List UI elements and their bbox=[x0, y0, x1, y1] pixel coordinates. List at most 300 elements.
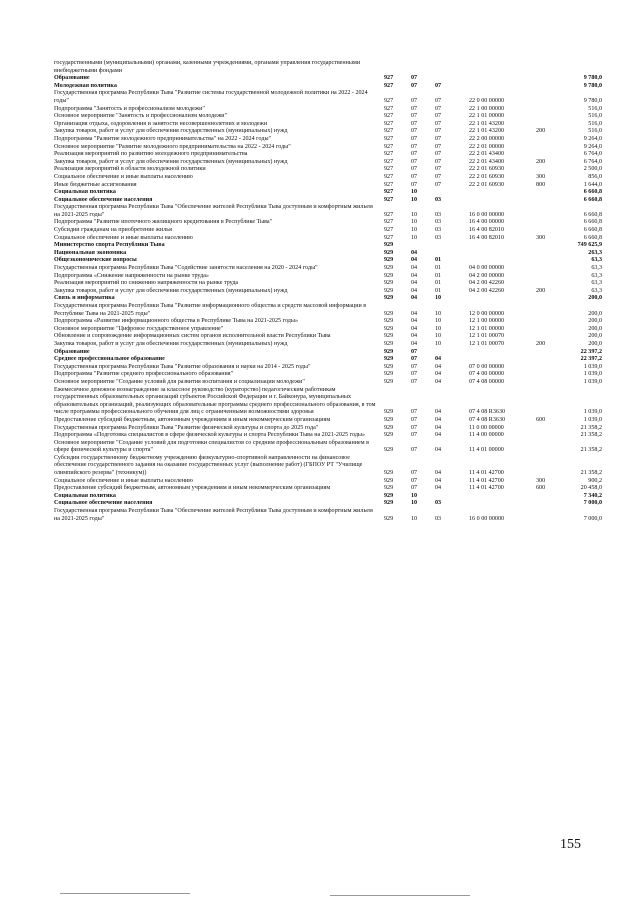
row-name: Закупка товаров, работ и услуг для обеспечения государственных (муниципальных) нужд bbox=[54, 287, 288, 294]
row-name: Предоставление субсидий бюджетным, автономным учреждениям и иным некоммерческим организациям bbox=[54, 416, 331, 423]
row-sum: 856,0 bbox=[588, 173, 602, 180]
row-sum: 2 500,0 bbox=[583, 166, 602, 173]
row-vr: 600 bbox=[536, 416, 546, 423]
row-csr: 22 2 01 60930 bbox=[469, 181, 505, 188]
row-gr: 929 bbox=[384, 340, 394, 347]
row-csr: 07 4 00 00000 bbox=[469, 371, 505, 378]
table-row bbox=[54, 333, 602, 341]
row-sum: 6 660,8 bbox=[583, 234, 602, 241]
row-sum: 7 000,0 bbox=[583, 500, 602, 507]
row-vr: 200 bbox=[536, 128, 546, 135]
row-name: Национальная экономика bbox=[54, 249, 127, 256]
row-rz: 10 bbox=[411, 227, 418, 234]
row-csr: 22 1 01 43200 bbox=[469, 120, 505, 127]
row-sum: 200,0 bbox=[588, 310, 602, 317]
row-csr: 22 2 01 60930 bbox=[469, 166, 505, 173]
row-gr: 929 bbox=[384, 333, 394, 340]
table-row bbox=[54, 425, 602, 433]
row-rz: 07 bbox=[411, 82, 418, 89]
table-row bbox=[54, 182, 602, 190]
row-csr: 22 2 00 00000 bbox=[469, 135, 505, 142]
row-name: Среднее профессиональное образование bbox=[54, 356, 165, 363]
row-gr: 927 bbox=[384, 151, 394, 158]
row-rz: 07 bbox=[411, 416, 418, 423]
row-csr: 22 0 00 00000 bbox=[469, 97, 505, 104]
table-row bbox=[54, 128, 602, 136]
table-row bbox=[54, 136, 602, 144]
row-sum: 20 458,0 bbox=[580, 485, 602, 492]
row-rz: 10 bbox=[411, 189, 418, 196]
row-gr: 927 bbox=[384, 189, 394, 196]
table-row bbox=[54, 341, 602, 349]
row-name: Ежемесячное денежное вознаграждение за классное руководство (кураторство) педагогическим работникам государственных образовательных организаций субъектов Российской Федерации и г. Байконура, муниципальных образовательных организаций, реализующих образовательные программы среднего профессионального образования, в том числе программы профессионального обучения для лиц с ограниченными возможностями здоровья bbox=[54, 386, 376, 416]
row-pr: 07 bbox=[435, 97, 442, 104]
row-csr: 12 1 01 00070 bbox=[469, 333, 505, 340]
row-rz: 07 bbox=[411, 485, 418, 492]
row-sum: 22 397,2 bbox=[580, 348, 602, 355]
row-rz: 04 bbox=[411, 265, 418, 272]
row-pr: 04 bbox=[435, 470, 442, 477]
row-gr: 929 bbox=[384, 242, 394, 249]
row-gr: 929 bbox=[384, 348, 394, 355]
row-gr: 927 bbox=[384, 105, 394, 112]
table-row bbox=[54, 417, 602, 425]
row-sum: 263,3 bbox=[588, 249, 602, 256]
table-row bbox=[54, 371, 602, 379]
row-sum: 9 264,0 bbox=[583, 135, 602, 142]
table-row bbox=[54, 379, 602, 387]
row-gr: 929 bbox=[384, 470, 394, 477]
table-row bbox=[54, 455, 602, 478]
row-name: Подпрограмма "Развитие среднего профессионального образования" bbox=[54, 371, 234, 378]
row-csr: 11 4 00 00000 bbox=[469, 432, 504, 439]
row-name: Реализация мероприятий в области молодежной политики bbox=[54, 166, 206, 173]
row-name: Подпрограмма «Снижение напряженности на рынке труда» bbox=[54, 272, 209, 279]
row-sum: 516,0 bbox=[588, 120, 602, 127]
row-gr: 927 bbox=[384, 227, 394, 234]
row-csr: 16 4 00 00000 bbox=[469, 219, 505, 226]
row-vr: 600 bbox=[536, 485, 546, 492]
row-vr: 300 bbox=[536, 477, 546, 484]
row-rz: 07 bbox=[411, 105, 418, 112]
table-row bbox=[54, 318, 602, 326]
row-rz: 07 bbox=[411, 166, 418, 173]
row-csr: 11 4 01 42700 bbox=[469, 470, 504, 477]
row-sum: 516,0 bbox=[588, 105, 602, 112]
row-gr: 929 bbox=[384, 249, 394, 256]
row-name: Молодежная политика bbox=[54, 82, 117, 89]
row-pr: 07 bbox=[435, 113, 442, 120]
row-name: Связь и информатика bbox=[54, 295, 115, 302]
row-gr: 929 bbox=[384, 477, 394, 484]
row-sum: 9 780,0 bbox=[583, 97, 602, 104]
table-row bbox=[54, 485, 602, 493]
row-gr: 929 bbox=[384, 295, 394, 302]
table-row bbox=[54, 508, 602, 523]
row-pr: 07 bbox=[435, 120, 442, 127]
row-pr: 10 bbox=[435, 333, 442, 340]
row-rz: 07 bbox=[411, 378, 418, 385]
row-pr: 07 bbox=[435, 151, 442, 158]
row-csr: 07 4 08 R3630 bbox=[469, 409, 506, 416]
table-row bbox=[54, 500, 602, 508]
row-rz: 04 bbox=[411, 249, 418, 256]
row-sum: 21 358,2 bbox=[580, 424, 602, 431]
row-pr: 01 bbox=[435, 287, 442, 294]
row-pr: 07 bbox=[435, 82, 442, 89]
row-name: Государственная программа Республики Тыва "Развитие образования и науки на 2014 - 2025 годы" bbox=[54, 363, 311, 370]
row-gr: 927 bbox=[384, 219, 394, 226]
row-rz: 07 bbox=[411, 181, 418, 188]
row-name: Субсидии гражданам на приобретение жилья bbox=[54, 227, 172, 234]
row-name: Основное мероприятие "Создание условий для развития воспитания и социализации молодежи" bbox=[54, 378, 305, 385]
row-sum: 6 660,8 bbox=[583, 211, 602, 218]
table-row bbox=[54, 90, 602, 105]
row-sum: 9 780,0 bbox=[583, 75, 602, 82]
row-pr: 04 bbox=[435, 371, 442, 378]
page-number: 155 bbox=[560, 837, 581, 852]
row-gr: 929 bbox=[384, 378, 394, 385]
row-gr: 927 bbox=[384, 234, 394, 241]
row-csr: 22 1 01 00000 bbox=[469, 113, 505, 120]
budget-table bbox=[54, 60, 602, 523]
row-sum: 6 764,0 bbox=[583, 151, 602, 158]
table-row bbox=[54, 166, 602, 174]
row-name: Подпрограмма "Развитие ипотечного жилищного кредитования в Республике Тыва" bbox=[54, 219, 273, 226]
row-rz: 07 bbox=[411, 128, 418, 135]
table-row bbox=[54, 387, 602, 417]
row-vr: 800 bbox=[536, 181, 546, 188]
row-pr: 07 bbox=[435, 158, 442, 165]
row-sum: 200,0 bbox=[588, 295, 602, 302]
row-pr: 01 bbox=[435, 265, 442, 272]
row-rz: 07 bbox=[411, 113, 418, 120]
row-gr: 927 bbox=[384, 135, 394, 142]
row-gr: 927 bbox=[384, 120, 394, 127]
row-name: Основное мероприятие "Занятость и профессионализм молодежи" bbox=[54, 113, 228, 120]
row-sum: 21 358,2 bbox=[580, 470, 602, 477]
row-pr: 04 bbox=[435, 378, 442, 385]
row-rz: 07 bbox=[411, 409, 418, 416]
row-gr: 929 bbox=[384, 515, 394, 522]
row-sum: 63,3 bbox=[591, 257, 602, 264]
row-csr: 04 2 00 00000 bbox=[469, 272, 505, 279]
row-name: Социальное обеспечение и иные выплаты населению bbox=[54, 234, 193, 241]
row-gr: 929 bbox=[384, 447, 394, 454]
row-rz: 10 bbox=[411, 492, 418, 499]
row-rz: 04 bbox=[411, 280, 418, 287]
row-name: Государственная программа Республики Тыва "Обеспечение жителей Республики Тыва доступным и комфортным жильем на 2021-2025 годы" bbox=[54, 204, 373, 218]
table-row bbox=[54, 356, 602, 364]
row-name: Государственная программа Республики Тыва "Развитие системы государственной молодежной политики на 2022 - 2024 годы" bbox=[54, 90, 368, 104]
row-rz: 10 bbox=[411, 500, 418, 507]
row-name: Предоставление субсидий бюджетным, автономным учреждениям и иным некоммерческим организациям bbox=[54, 485, 331, 492]
row-pr: 03 bbox=[435, 234, 442, 241]
table-row bbox=[54, 189, 602, 197]
row-name: Основное мероприятие "Цифровое государственное управление" bbox=[54, 325, 224, 332]
row-name: Реализация мероприятий по снижению напряженности на рынке труда bbox=[54, 280, 239, 287]
row-pr: 04 bbox=[435, 409, 442, 416]
table-row bbox=[54, 151, 602, 159]
table-row bbox=[54, 174, 602, 182]
row-csr: 22 2 01 43400 bbox=[469, 158, 505, 165]
row-pr: 07 bbox=[435, 135, 442, 142]
row-sum: 1 039,0 bbox=[583, 363, 602, 370]
row-pr: 04 bbox=[435, 447, 442, 454]
row-csr: 07 4 08 00000 bbox=[469, 378, 505, 385]
row-csr: 04 2 00 42260 bbox=[469, 287, 505, 294]
row-gr: 927 bbox=[384, 82, 394, 89]
row-name: Социальное обеспечение населения bbox=[54, 196, 153, 203]
row-name: Реализация мероприятий по развитию молодежного предпринимательства bbox=[54, 151, 248, 158]
row-csr: 11 4 01 00000 bbox=[469, 447, 504, 454]
row-name: Основное мероприятие "Создание условий для подготовки специалистов со средним профессиональным образованием в сфере физической культуры и спорта" bbox=[54, 439, 369, 454]
row-sum: 6 660,8 bbox=[583, 219, 602, 226]
row-name: Государственная программа Республики Тыва "Содействие занятости населения на 2020 - 2024 годы" bbox=[54, 265, 318, 272]
row-name: Обновление и сопровождение информационных систем органов исполнительной власти Республики Тыва bbox=[54, 333, 331, 340]
row-sum: 21 358,2 bbox=[580, 447, 602, 454]
row-sum: 63,3 bbox=[591, 265, 602, 272]
row-name: Государственная программа Республики Тыва "Развитие информационного общества и средств массовой информации в Республике Тыва на 2021-2025 годы" bbox=[54, 303, 367, 317]
table-row bbox=[54, 440, 602, 455]
row-pr: 07 bbox=[435, 105, 442, 112]
row-pr: 03 bbox=[435, 196, 442, 203]
row-rz: 07 bbox=[411, 356, 418, 363]
row-csr: 11 4 01 42700 bbox=[469, 485, 504, 492]
row-vr: 200 bbox=[536, 340, 546, 347]
row-pr: 04 bbox=[435, 424, 442, 431]
row-sum: 1 039,0 bbox=[583, 409, 602, 416]
row-sum: 6 660,8 bbox=[583, 196, 602, 203]
row-csr: 22 1 00 00000 bbox=[469, 105, 505, 112]
row-sum: 1 039,0 bbox=[583, 371, 602, 378]
row-csr: 16 0 00 00000 bbox=[469, 211, 505, 218]
row-rz: 10 bbox=[411, 515, 418, 522]
row-csr: 12 1 00 00000 bbox=[469, 318, 505, 325]
row-rz: 04 bbox=[411, 325, 418, 332]
table-row bbox=[54, 288, 602, 296]
row-rz: 10 bbox=[411, 234, 418, 241]
row-name: Закупка товаров, работ и услуг для обеспечения государственных (муниципальных) нужд bbox=[54, 340, 288, 347]
row-gr: 929 bbox=[384, 500, 394, 507]
row-name: Общеэкономические вопросы bbox=[54, 257, 137, 264]
table-row bbox=[54, 432, 602, 440]
row-pr: 10 bbox=[435, 325, 442, 332]
row-sum: 63,3 bbox=[591, 280, 602, 287]
row-rz: 07 bbox=[411, 173, 418, 180]
row-sum: 22 397,2 bbox=[580, 356, 602, 363]
row-name: Государственная программа Республики Тыва "Развитие физической культуры и спорта до 2025 года" bbox=[54, 424, 319, 431]
row-gr: 929 bbox=[384, 280, 394, 287]
row-gr: 927 bbox=[384, 97, 394, 104]
row-pr: 07 bbox=[435, 166, 442, 173]
row-rz: 07 bbox=[411, 477, 418, 484]
row-pr: 01 bbox=[435, 272, 442, 279]
row-gr: 929 bbox=[384, 325, 394, 332]
row-pr: 01 bbox=[435, 280, 442, 287]
row-name: Социальное обеспечение и иные выплаты населению bbox=[54, 173, 193, 180]
row-name: Закупка товаров, работ и услуг для обеспечения государственных (муниципальных) нужд bbox=[54, 158, 288, 165]
row-rz: 07 bbox=[411, 158, 418, 165]
row-pr: 10 bbox=[435, 310, 442, 317]
row-gr: 929 bbox=[384, 318, 394, 325]
row-gr: 929 bbox=[384, 356, 394, 363]
table-row bbox=[54, 204, 602, 219]
row-csr: 04 0 00 00000 bbox=[469, 265, 505, 272]
row-rz: 10 bbox=[411, 211, 418, 218]
row-name: Подпрограмма «Подготовка специалистов в сфере физической культуры и спорта Республики Тыва на 2021-2025 годы» bbox=[54, 432, 366, 439]
row-name: Социальное обеспечение населения bbox=[54, 500, 153, 507]
row-rz: 07 bbox=[411, 75, 418, 82]
row-gr: 929 bbox=[384, 310, 394, 317]
row-pr: 04 bbox=[435, 485, 442, 492]
row-gr: 927 bbox=[384, 75, 394, 82]
row-pr: 07 bbox=[435, 128, 442, 135]
row-pr: 01 bbox=[435, 257, 442, 264]
row-pr: 04 bbox=[435, 363, 442, 370]
row-rz: 07 bbox=[411, 97, 418, 104]
row-name: Субсидии государственному бюджетному учреждению физкультурно-спортивной направленности на финансовое обеспечение государственного задания на оказание государственных услуг (выполнение работ) (ГБПОУ РТ "Училище олимпийского резерва" (техникум)) bbox=[54, 454, 363, 477]
table-row bbox=[54, 303, 602, 318]
row-pr: 04 bbox=[435, 477, 442, 484]
row-name: Подпрограмма "Занятость и профессионализм молодежи" bbox=[54, 105, 205, 112]
scan-artifact-line bbox=[330, 895, 470, 896]
table-row bbox=[54, 242, 602, 250]
row-pr: 07 bbox=[435, 143, 442, 150]
row-sum: 200,0 bbox=[588, 340, 602, 347]
row-rz: 07 bbox=[411, 151, 418, 158]
row-csr: 12 1 01 00070 bbox=[469, 340, 505, 347]
row-gr: 927 bbox=[384, 113, 394, 120]
row-pr: 03 bbox=[435, 219, 442, 226]
row-gr: 929 bbox=[384, 485, 394, 492]
table-row bbox=[54, 75, 602, 83]
row-name: Социальная политика bbox=[54, 189, 116, 196]
row-sum: 6 660,8 bbox=[583, 189, 602, 196]
row-gr: 929 bbox=[384, 272, 394, 279]
row-pr: 07 bbox=[435, 181, 442, 188]
row-csr: 12 0 00 00000 bbox=[469, 310, 505, 317]
table-row bbox=[54, 113, 602, 121]
row-name: Подпрограмма «Развитие информационного общества в Республике Тыва на 2021-2025 годы» bbox=[54, 318, 299, 325]
row-sum: 200,0 bbox=[588, 318, 602, 325]
row-rz: 04 bbox=[411, 333, 418, 340]
row-rz: 04 bbox=[411, 257, 418, 264]
row-vr: 300 bbox=[536, 234, 546, 241]
row-sum: 7 000,0 bbox=[583, 515, 602, 522]
row-gr: 929 bbox=[384, 416, 394, 423]
row-sum: 63,3 bbox=[591, 272, 602, 279]
row-csr: 07 0 00 00000 bbox=[469, 363, 505, 370]
row-vr: 200 bbox=[536, 158, 546, 165]
row-sum: 9 264,0 bbox=[583, 143, 602, 150]
row-gr: 929 bbox=[384, 363, 394, 370]
row-pr: 04 bbox=[435, 432, 442, 439]
row-pr: 10 bbox=[435, 318, 442, 325]
row-gr: 927 bbox=[384, 143, 394, 150]
row-gr: 929 bbox=[384, 432, 394, 439]
table-row bbox=[54, 60, 602, 75]
scan-artifact-line bbox=[60, 893, 190, 894]
row-rz: 07 bbox=[411, 371, 418, 378]
row-rz: 07 bbox=[411, 470, 418, 477]
row-name: государственными (муниципальными) органами, казенными учреждениями, органами управления государственными внебюджетными фондами bbox=[54, 60, 361, 74]
row-csr: 22 1 01 43200 bbox=[469, 128, 505, 135]
row-rz: 10 bbox=[411, 219, 418, 226]
row-pr: 03 bbox=[435, 515, 442, 522]
row-sum: 7 340,2 bbox=[583, 492, 602, 499]
row-sum: 9 780,0 bbox=[583, 82, 602, 89]
row-rz: 04 bbox=[411, 295, 418, 302]
row-sum: 900,2 bbox=[588, 477, 602, 484]
row-name: Иные бюджетные ассигнования bbox=[54, 181, 137, 188]
row-rz: 04 bbox=[411, 310, 418, 317]
row-gr: 929 bbox=[384, 287, 394, 294]
row-sum: 1 039,0 bbox=[583, 378, 602, 385]
row-sum: 1 644,0 bbox=[583, 181, 602, 188]
row-gr: 927 bbox=[384, 196, 394, 203]
row-csr: 07 4 08 R3630 bbox=[469, 416, 506, 423]
row-rz: 04 bbox=[411, 318, 418, 325]
row-rz: 07 bbox=[411, 363, 418, 370]
row-rz: 04 bbox=[411, 340, 418, 347]
row-csr: 04 2 00 42260 bbox=[469, 280, 505, 287]
row-sum: 21 358,2 bbox=[580, 432, 602, 439]
row-rz: 07 bbox=[411, 432, 418, 439]
row-rz: 07 bbox=[411, 135, 418, 142]
row-gr: 927 bbox=[384, 166, 394, 173]
row-rz: 07 bbox=[411, 424, 418, 431]
row-pr: 10 bbox=[435, 340, 442, 347]
row-sum: 200,0 bbox=[588, 333, 602, 340]
row-name: Основное мероприятие "Развитие молодежного предпринимательства на 2022 - 2024 годы" bbox=[54, 143, 291, 150]
row-rz: 04 bbox=[411, 272, 418, 279]
row-sum: 1 039,0 bbox=[583, 416, 602, 423]
table-row bbox=[54, 144, 602, 152]
table-row bbox=[54, 265, 602, 273]
table-row bbox=[54, 227, 602, 235]
table-row bbox=[54, 280, 602, 288]
row-rz: 04 bbox=[411, 287, 418, 294]
row-pr: 03 bbox=[435, 500, 442, 507]
table-row bbox=[54, 257, 602, 265]
row-pr: 10 bbox=[435, 295, 442, 302]
row-sum: 516,0 bbox=[588, 113, 602, 120]
row-name: Организация отдыха, оздоровления и занятости несовершеннолетних и молодежи bbox=[54, 120, 268, 127]
row-gr: 929 bbox=[384, 371, 394, 378]
row-rz: 07 bbox=[411, 348, 418, 355]
row-name: Закупка товаров, работ и услуг для обеспечения государственных (муниципальных) нужд bbox=[54, 128, 288, 135]
row-rz: 07 bbox=[411, 120, 418, 127]
row-sum: 63,3 bbox=[591, 287, 602, 294]
row-pr: 03 bbox=[435, 211, 442, 218]
row-csr: 16 0 00 00000 bbox=[469, 515, 505, 522]
row-name: Министерство спорта Республики Тыва bbox=[54, 242, 165, 249]
row-csr: 16 4 00 82010 bbox=[469, 234, 505, 241]
row-csr: 16 4 00 82010 bbox=[469, 227, 505, 234]
row-name: Социальное обеспечение и иные выплаты населению bbox=[54, 477, 193, 484]
row-gr: 929 bbox=[384, 409, 394, 416]
row-csr: 22 2 01 60930 bbox=[469, 173, 505, 180]
row-gr: 927 bbox=[384, 211, 394, 218]
row-name: Подпрограмма "Развитие молодежного предпринимательства" на 2022 - 2024 годы" bbox=[54, 135, 272, 142]
row-gr: 929 bbox=[384, 424, 394, 431]
row-rz: 07 bbox=[411, 447, 418, 454]
row-gr: 929 bbox=[384, 257, 394, 264]
row-sum: 6 764,0 bbox=[583, 158, 602, 165]
row-gr: 929 bbox=[384, 492, 394, 499]
row-csr: 12 1 01 00000 bbox=[469, 325, 505, 332]
